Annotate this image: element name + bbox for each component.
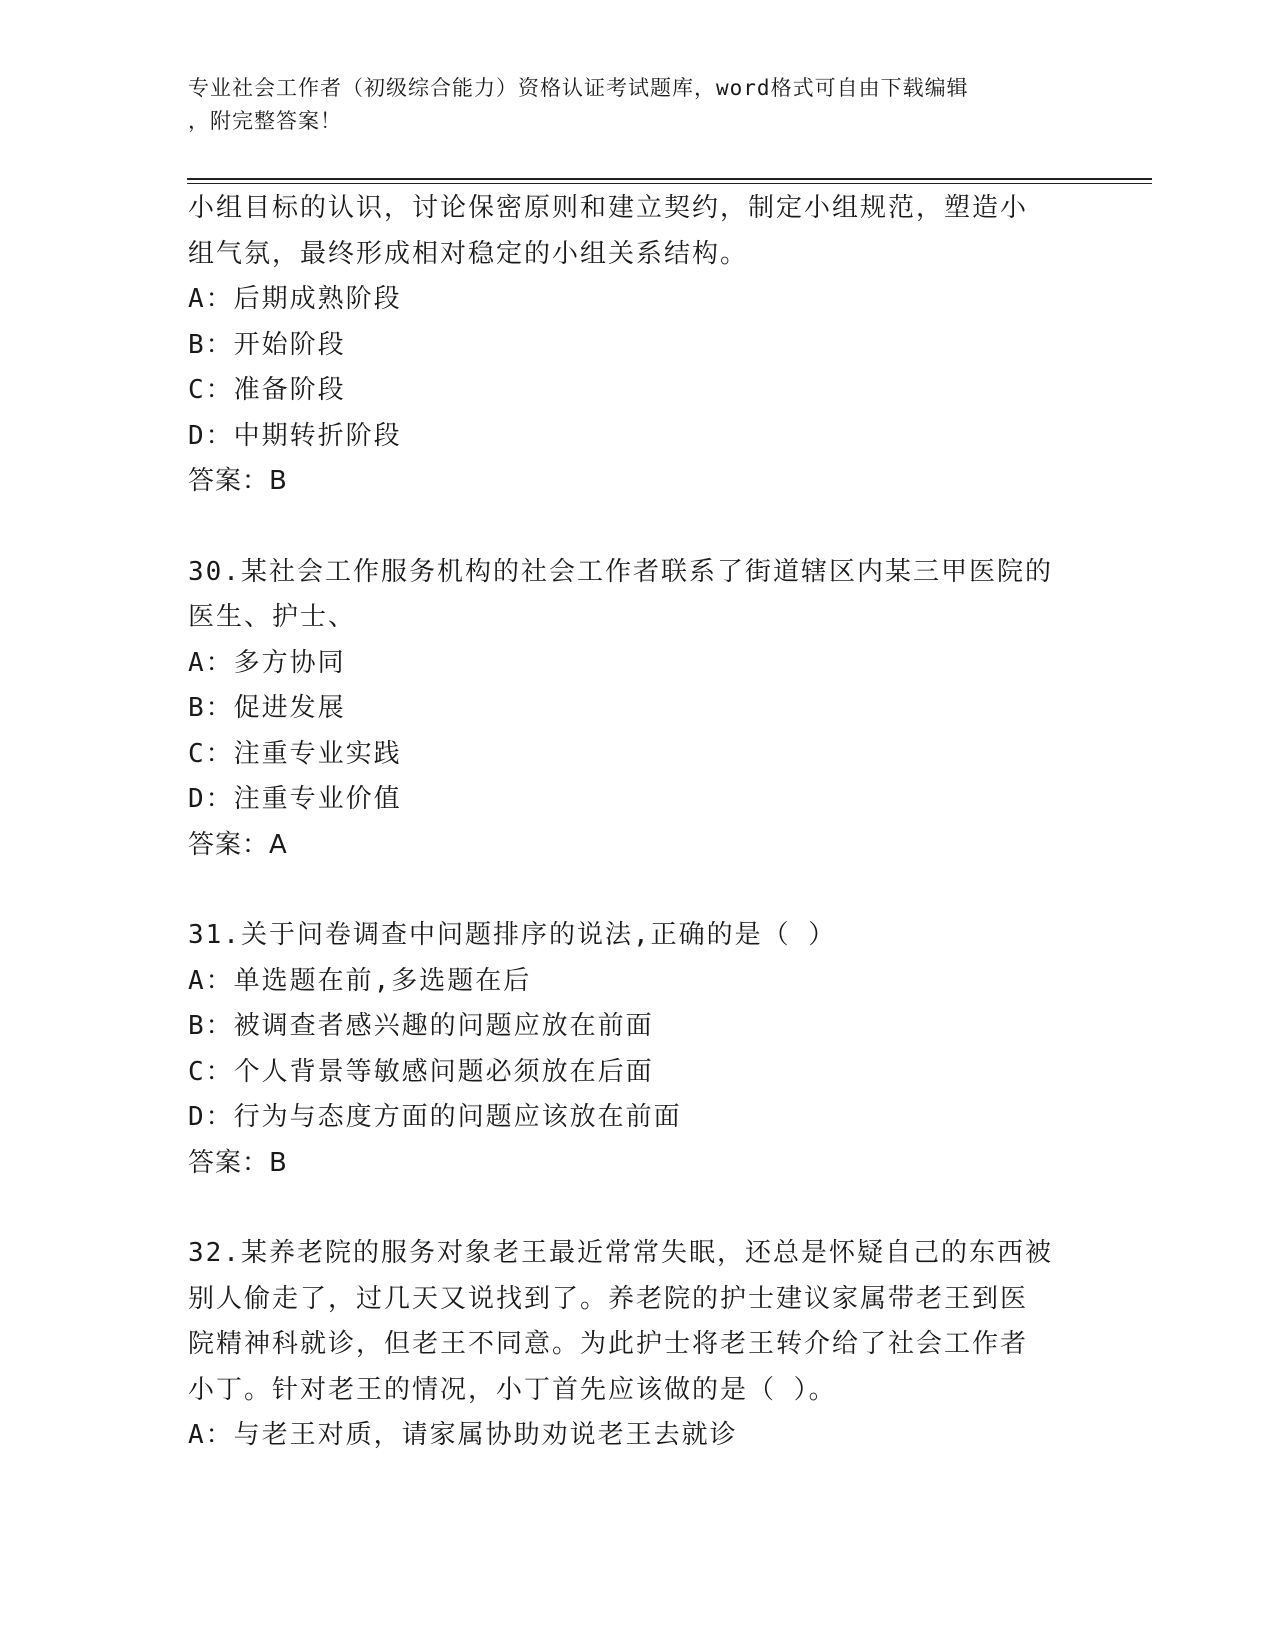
- answer: 答案：B: [188, 466, 288, 496]
- question-text: 31.关于问卷调查中问题排序的说法,正确的是（ ）: [188, 920, 837, 950]
- question-text: 别人偷走了，过几天又说找到了。养老院的护士建议家属带老王到医: [188, 1283, 1029, 1314]
- question-text: 医生、护士、: [188, 602, 357, 632]
- document-header: [188, 72, 1068, 138]
- question-30: [188, 550, 1088, 869]
- option-b: B：促进发展: [188, 693, 346, 723]
- question-text: 小丁。针对老王的情况，小丁首先应该做的是（ ）。: [188, 1374, 837, 1405]
- answer: 答案：B: [188, 1147, 288, 1178]
- option-b: B：被调查者感兴趣的问题应放在前面: [188, 1011, 654, 1041]
- question-text: 院精神科就诊，但老王不同意。为此护士将老王转介给了社会工作者: [188, 1329, 1029, 1359]
- question-text: 小组目标的认识，讨论保密原则和建立契约，制定小组规范，塑造小: [188, 193, 1029, 223]
- option-d: D：行为与态度方面的问题应该放在前面: [188, 1102, 682, 1132]
- question-text: 组气氛，最终形成相对稳定的小组关系结构。: [188, 238, 749, 269]
- option-a: A：单选题在前,多选题在后: [188, 965, 532, 996]
- option-a: A：与老王对质，请家属协助劝说老王去就诊: [188, 1420, 738, 1450]
- header-rule-thin: [187, 183, 1152, 184]
- option-c: C：准备阶段: [188, 375, 346, 405]
- header-line-1: 专业社会工作者（初级综合能力）资格认证考试题库，word格式可自由下载编辑: [188, 76, 969, 100]
- header-rule-thick: [187, 178, 1152, 180]
- question-31: [188, 913, 1088, 1186]
- option-a: A：多方协同: [188, 647, 346, 678]
- option-d: D：注重专业价值: [188, 784, 402, 814]
- question-text: 32.某养老院的服务对象老王最近常常失眠，还总是怀疑自己的东西被: [188, 1238, 1053, 1268]
- question-32: [188, 1231, 1088, 1459]
- question-content: [188, 186, 1088, 1459]
- option-d: D：中期转折阶段: [188, 420, 402, 451]
- option-a: A：后期成熟阶段: [188, 284, 402, 314]
- option-c: C：个人背景等敏感问题必须放在后面: [188, 1056, 654, 1087]
- option-c: C：注重专业实践: [188, 738, 402, 769]
- question-text: 30.某社会工作服务机构的社会工作者联系了街道辖区内某三甲医院的: [188, 556, 1053, 587]
- option-b: B：开始阶段: [188, 329, 346, 360]
- question-fragment: [188, 186, 1088, 505]
- header-line-2: ，附完整答案！: [188, 109, 342, 133]
- answer: 答案：A: [188, 829, 288, 860]
